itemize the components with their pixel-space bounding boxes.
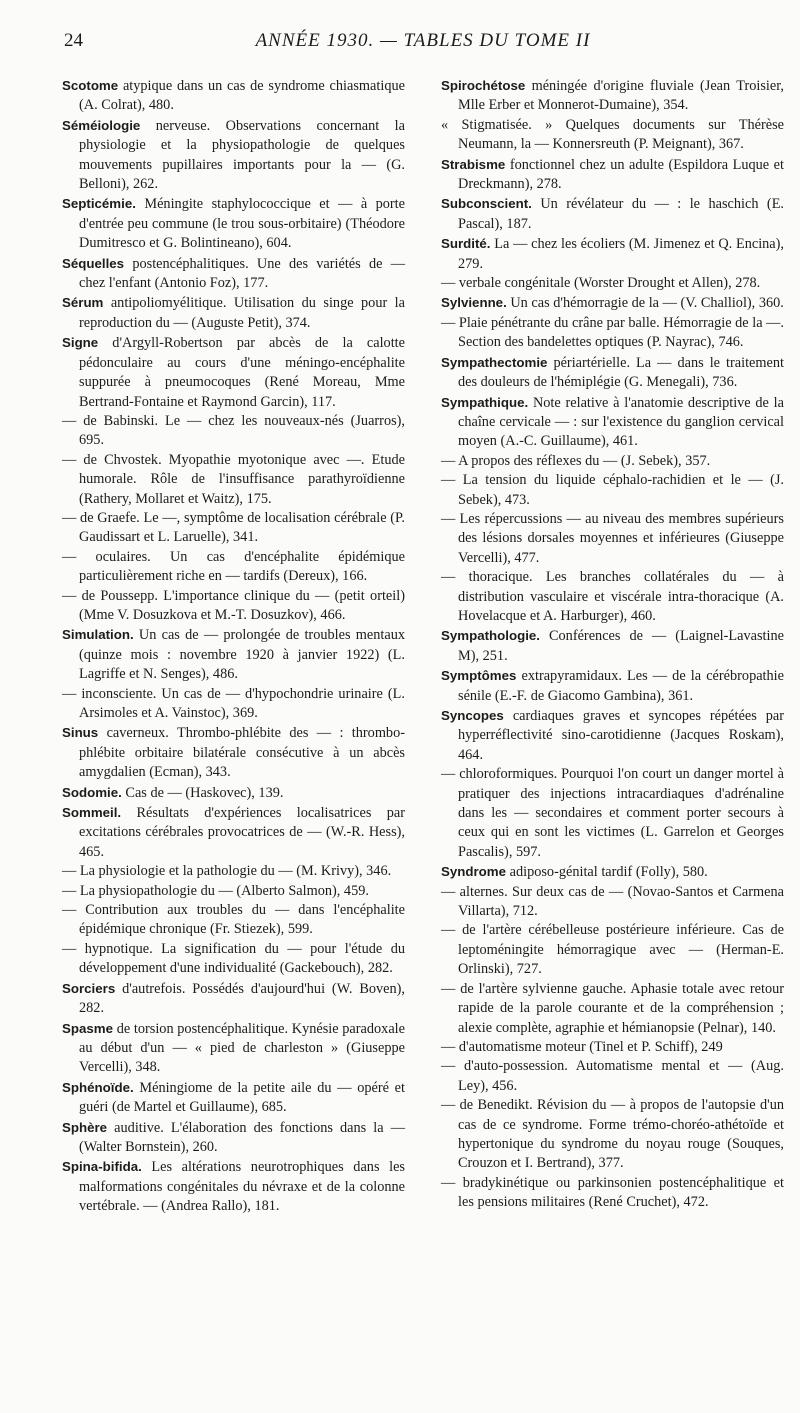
index-keyword: Spina-bifida. — [62, 1159, 142, 1175]
index-entry-text: d'Argyll-Robertson par abcès de la calotte pédonculaire au cours d'une méningo-encéphalite suppurée à pneumocoques (René Moreau, Mme Bertrand-Fontaine et Raymond Garcin), 117. — [79, 335, 405, 410]
index-entry-text: — chloroformiques. Pourquoi l'on court un danger mortel à pratiquer des injections intracardiaques d'adrénaline dans les — secondaires et comment porter secours à ceux qui en sont les victimes (L. Garrelon et Georges Pascalis), 597. — [441, 766, 784, 860]
index-entry-text: — de Poussepp. L'importance clinique du — (petit orteil) (Mme V. Dosuzkova et M.-T. Dosuzkov), 466. — [62, 587, 405, 623]
index-keyword: Sylvienne. — [441, 295, 507, 311]
index-entry — [441, 194, 784, 234]
index-entry-text: — de Benedikt. Révision du — à propos de l'autopsie d'un cas de ce syndrome. Forme trémo-choréo-athétoïde et hypertonique du syndrome du noyau rouge (Souques, Crouzon et I. Bertrand), 377. — [441, 1097, 784, 1172]
index-keyword: Scotome — [62, 78, 119, 93]
index-entry-text: Les altérations neurotrophiques dans les malformations congénitales du névraxe et de la colonne vertébrale. — (Andrea Rallo), 181. — [79, 1159, 405, 1215]
index-entry — [62, 783, 405, 803]
index-entry-text: Un révélateur du — : le haschich (E. Pascal), 187. — [458, 196, 784, 232]
index-keyword: Spirochétose — [441, 78, 526, 93]
index-entry-text: — alternes. Sur deux cas de — (Novao-Santos et Carmena Villarta), 712. — [441, 883, 784, 920]
index-keyword: Septicémie. — [62, 196, 136, 212]
index-entry-text: auditive. L'élaboration des fonctions dans la — (Walter Bornstein), 260. — [79, 1119, 405, 1155]
index-entry-text: d'autrefois. Possédés d'aujourd'hui (W. Boven), 282. — [79, 980, 405, 1017]
index-entry — [62, 1118, 405, 1158]
index-entry — [62, 625, 405, 684]
index-entry-text: adiposo-génital tardif (Folly), 580. — [506, 864, 708, 881]
index-entry — [62, 685, 405, 724]
index-entry-text: antipoliomyélitique. Utilisation du singe pour la reproduction du — (Auguste Petit), 374. — [79, 295, 405, 331]
index-entry — [441, 234, 784, 274]
index-entry-text: — de l'artère cérébelleuse postérieure inférieure. Cas de leptoméningite hémorragique avec — (Herman-E. Orlinski), 727. — [441, 922, 784, 978]
index-entry-text: Résultats d'expériences localisatrices par excitations cérébrales provocatrices de — (W.-R. Hess), 465. — [79, 805, 405, 860]
index-keyword: Séquelles — [62, 255, 125, 271]
index-entry-text: — thoracique. Les branches collatérales du — à distribution vasculaire et viscérale intra-thoracique (A. Hovelacque et A. Harburger), 460. — [441, 569, 784, 624]
index-entry-text: périartérielle. La — dans le traitement des douleurs de l'hémiplégie (G. Menegali), 736. — [458, 354, 784, 391]
index-entry — [441, 921, 784, 979]
right-column — [441, 76, 784, 1217]
index-keyword: Sérum — [62, 295, 104, 311]
index-entry — [441, 1174, 784, 1213]
index-keyword: Simulation. — [62, 627, 134, 643]
index-entry-text: Note relative à l'anatomie descriptive de la chaîne cervicale — : sur l'existence du ganglion cervical moyen (A.-C. Guillaume), 461. — [458, 394, 784, 450]
index-entry — [62, 940, 405, 979]
index-keyword: Sinus — [62, 725, 99, 741]
index-entry-text: atypique dans un cas de syndrome chiasmatique (A. Colrat), 480. — [79, 78, 405, 114]
index-entry — [62, 293, 405, 333]
index-entry — [441, 353, 784, 393]
index-entry-text: Conférences de — (Laignel-Lavastine M), 251. — [458, 628, 784, 664]
index-entry-text: Cas de — (Haskovec), 139. — [121, 784, 284, 801]
index-entry-text: La — chez les écoliers (M. Jimenez et Q. Encina), 279. — [458, 236, 784, 272]
index-entry-text: — La physiologie et la pathologie du — (M. Krivy), 346. — [62, 863, 392, 880]
index-entry-text: cardiaques graves et syncopes répétées par hyperréflectivité sino-carotidienne (Jacques Roskam), 464. — [458, 708, 784, 763]
index-entry-text: de torsion postencéphalitique. Kynésie paradoxale au début d'un — « pied de charleston » (Giuseppe Vercelli), 348. — [79, 1020, 405, 1076]
index-entry — [62, 882, 405, 901]
index-entry-text: postencéphalitiques. Une des variétés de — chez l'enfant (Antonio Foz), 177. — [79, 255, 405, 292]
index-keyword: Subconscient. — [441, 196, 532, 212]
index-entry-text: méningée d'origine fluviale (Jean Troisier, Mlle Erber et Monnerot-Dumaine), 354. — [458, 78, 784, 114]
index-entry-text: — hypnotique. La signification du — pour l'étude du développement d'une individualité (Gackebouch), 282. — [62, 940, 405, 977]
index-entry — [441, 568, 784, 626]
index-keyword: Signe — [62, 335, 99, 351]
index-entry — [62, 548, 405, 587]
index-entry — [441, 76, 784, 116]
index-entry — [441, 980, 784, 1038]
index-entry — [441, 666, 784, 706]
index-entry — [62, 254, 405, 294]
index-entry — [62, 723, 405, 782]
index-entry — [441, 1038, 784, 1057]
index-entry-text: — La physiopathologie du — (Alberto Salmon), 459. — [62, 882, 369, 899]
index-keyword: Spasme — [62, 1020, 113, 1036]
index-entry — [62, 509, 405, 548]
index-entry-text: nerveuse. Observations concernant la physiologie et la physiopathologie de quelques mouvements pupillaires importants pour la — (G. Belloni), 262. — [79, 117, 405, 193]
index-entry-text: — de Chvostek. Myopathie myotonique avec —. Etude humorale. Rôle de l'insuffisance parathyroïdienne (Rathery, Mollaret et Waitz), 175. — [62, 451, 405, 507]
index-entry — [441, 510, 784, 568]
index-entry-text: — de Graefe. Le —, symptôme de localisation cérébrale (P. Gaudissart et L. Laruelle), 341. — [62, 509, 405, 546]
index-entry — [62, 1078, 405, 1118]
running-head — [62, 30, 784, 56]
index-entry — [441, 452, 784, 471]
index-keyword: Sommeil. — [62, 805, 122, 821]
index-entry-text: Un cas d'hémorragie de la — (V. Challiol), 360. — [506, 295, 784, 312]
index-entry-text: — inconsciente. Un cas de — d'hypochondrie urinaire (L. Arsimoles et A. Vainstoc), 369. — [62, 685, 405, 721]
index-entry-text: caverneux. Thrombo-phlébite des — : thrombo-phlébite orbitaire bilatérale consécutive à un abcès amygdalien (Ecman), 343. — [79, 725, 405, 781]
index-keyword: Surdité. — [441, 236, 491, 252]
index-entry — [62, 901, 405, 940]
index-entry — [441, 706, 784, 765]
index-entry — [62, 1019, 405, 1078]
page-title: ANNÉE 1930. — TABLES DU TOME II — [255, 30, 591, 51]
index-entry-text: — oculaires. Un cas d'encéphalite épidémique particulièrement riche en — tardifs (Dereux), 166. — [62, 548, 405, 585]
index-entry — [62, 979, 405, 1019]
index-entry — [441, 862, 784, 882]
index-entry — [62, 587, 405, 626]
index-entry-text: « Stigmatisée. » Quelques documents sur Thérèse Neumann, la — Konnersreuth (P. Meignant), 367. — [441, 116, 784, 153]
index-keyword: Sphère — [62, 1119, 108, 1135]
index-entry — [441, 471, 784, 510]
index-entry — [62, 194, 405, 253]
index-entry-text: — de l'artère sylvienne gauche. Aphasie totale avec retour rapide de la parole courante et de la compréhension ; alexie complète, agraphie et hémianopsie (Pelnar), 140. — [441, 980, 784, 1036]
index-keyword: Symptômes — [441, 668, 517, 684]
index-entry — [62, 1157, 405, 1216]
index-entry — [441, 155, 784, 195]
index-entry — [62, 116, 405, 195]
index-entry-text: Méningite staphylococcique et — à porte d'entrée peu commune (le trou sous-orbitaire) (Théodore Dumitresco et G. Bolintineano), 604. — [79, 196, 405, 252]
index-keyword: Sodomie. — [62, 784, 122, 800]
index-entry — [62, 412, 405, 451]
index-entry-text: extrapyramidaux. Les — de la cérébropathie sénile (E.-F. de Giacomo Gambina), 361. — [458, 668, 784, 704]
index-entry-text: — de Babinski. Le — chez les nouveaux-nés (Juarros), 695. — [62, 412, 405, 449]
index-keyword: Sorciers — [62, 980, 116, 996]
index-entry-text: Méningiome de la petite aile du — opéré et guéri (de Martel et Guillaume), 685. — [79, 1079, 405, 1116]
left-column — [62, 76, 405, 1217]
index-entry — [441, 883, 784, 922]
index-entry-text: — bradykinétique ou parkinsonien postencéphalitique et les pensions militaires (René Cruchet), 472. — [441, 1174, 784, 1211]
index-entry — [441, 1096, 784, 1174]
index-keyword: Syndrome — [441, 864, 507, 880]
index-entry-text: — A propos des réflexes du — (J. Sebek), 357. — [441, 452, 711, 469]
index-entry-text: — d'auto-possession. Automatisme mental et — (Aug. Ley), 456. — [441, 1058, 784, 1094]
index-keyword: Sympathologie. — [441, 628, 540, 644]
index-keyword: Sympathique. — [441, 394, 529, 410]
index-entry-text: — Plaie pénétrante du crâne par balle. Hémorragie de la —. Section des bandelettes optiques (P. Nayrac), 746. — [441, 314, 784, 351]
index-entry — [62, 451, 405, 509]
index-entry — [441, 1057, 784, 1096]
index-entry-text: Un cas de — prolongée de troubles mentaux (quinze mois : novembre 1920 à janvier 1922) (L. Lagriffe et N. Senges), 486. — [79, 627, 405, 683]
index-entry — [441, 293, 784, 313]
index-entry — [441, 274, 784, 293]
index-entry — [441, 393, 784, 452]
index-entry-text: — La tension du liquide céphalo-rachidien et le — (J. Sebek), 473. — [441, 472, 784, 508]
index-keyword: Syncopes — [441, 708, 504, 723]
index-entry-text: — Les répercussions — au niveau des membres supérieurs des lésions dorsales moyennes et inférieures (Giuseppe Vercelli), 477. — [441, 510, 784, 566]
index-entry-text: — d'automatisme moteur (Tinel et P. Schiff), 249 — [441, 1038, 723, 1055]
index-entry — [441, 765, 784, 862]
index-keyword: Sympathectomie — [441, 354, 548, 370]
page-number: 24 — [64, 30, 83, 51]
index-keyword: Séméiologie — [62, 117, 141, 133]
index-entry-text: — Contribution aux troubles du — dans l'encéphalite épidémique chronique (Fr. Stiezek), 599. — [62, 902, 405, 938]
index-entry-text: — verbale congénitale (Worster Drought et Allen), 278. — [441, 275, 761, 292]
index-columns — [62, 76, 784, 1217]
index-keyword: Strabisme — [441, 156, 506, 172]
index-entry — [441, 626, 784, 666]
index-entry — [441, 314, 784, 353]
index-entry — [62, 76, 405, 116]
index-keyword: Sphénoïde. — [62, 1079, 134, 1095]
index-entry — [62, 333, 405, 412]
index-entry — [441, 116, 784, 155]
index-entry-text: fonctionnel chez un adulte (Espildora Luque et Dreckmann), 278. — [458, 156, 784, 193]
index-entry — [62, 803, 405, 862]
index-entry — [62, 862, 405, 881]
